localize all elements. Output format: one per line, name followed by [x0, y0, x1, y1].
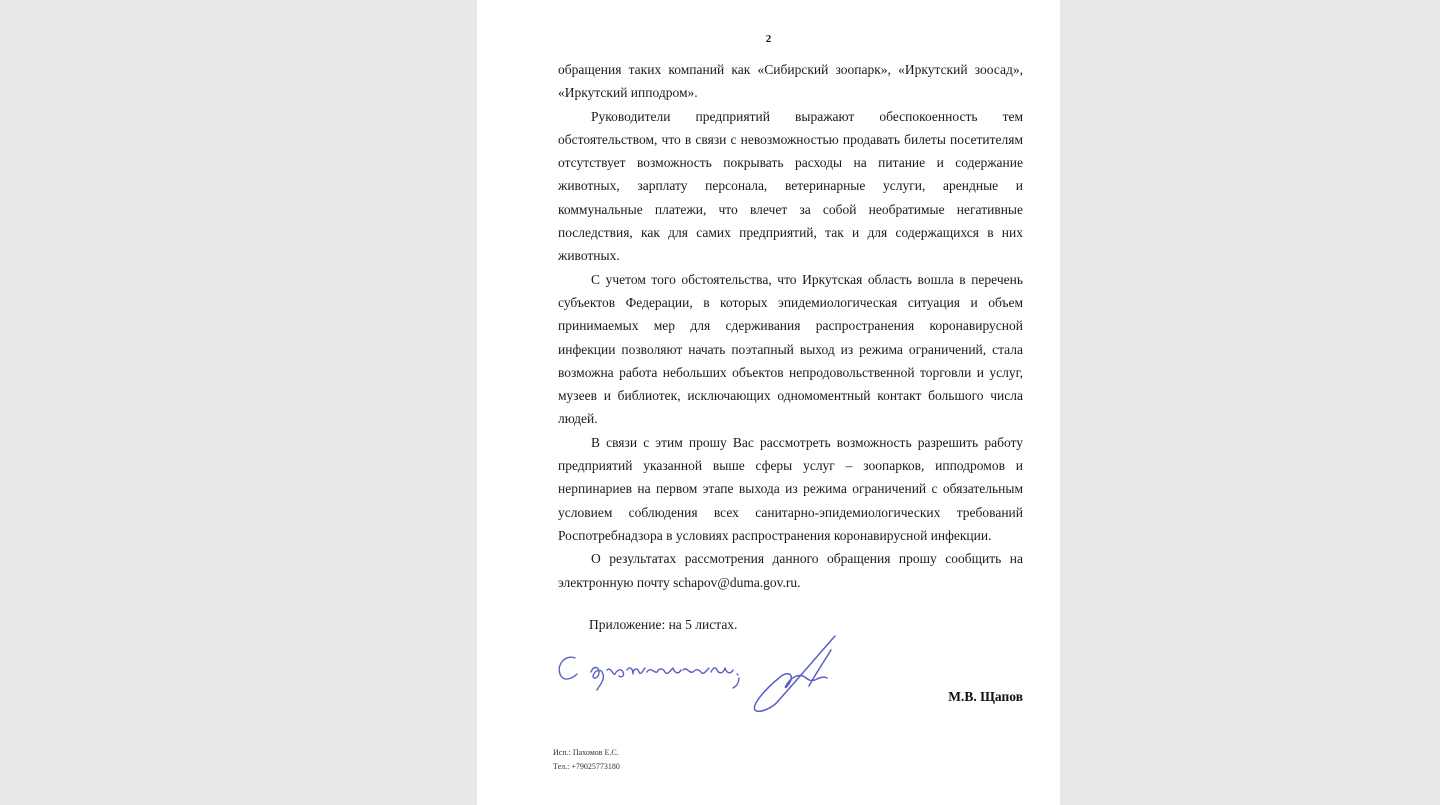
document-page: [477, 0, 1060, 805]
paragraph-circumstances: С учетом того обстоятельства, что Иркутская область вошла в перечень субъектов Федерации, в которых эпидемиологическая ситуация и объем принимаемых мер для сдерживания распространения коронавирусной инфекции позволяют начать поэтапный выход из режима ограничений, стала возможна работа небольших объектов непродовольственной торговли и услуг, музеев и библиотек, исключающих одномоментный контакт большого числа людей.: [558, 271, 1023, 427]
handwritten-signature: [547, 630, 847, 720]
signature-scribble: [754, 636, 835, 711]
attachment-note: Приложение: на 5 листах.: [589, 617, 738, 632]
paragraph-reply-email: О результатах рассмотрения данного обращения прошу сообщить на электронную почту schapov@duma.gov.ru.: [558, 551, 1023, 590]
greeting-handwriting: [559, 657, 739, 690]
executor-info: [553, 746, 620, 774]
executor-phone: Тел.: +79025773180: [553, 762, 620, 771]
signer-name: М.В. Щапов: [948, 689, 1023, 704]
letter-body: [558, 58, 1023, 594]
signature-drawing: [547, 630, 847, 720]
paragraph-continuation: обращения таких компаний как «Сибирский зоопарк», «Иркутский зоосад», «Иркутский ипподром».: [558, 62, 1023, 101]
paragraph-concern: Руководители предприятий выражают обеспокоенность тем обстоятельством, что в связи с невозможностью продавать билеты посетителям отсутствует возможность покрывать расходы на питание и содержание животных, зарплату персонала, ветеринарные услуги, арендные и коммунальные платежи, что влечет за собой необратимые негативные последствия, как для самих предприятий, так и для содержащихся в них животных.: [558, 108, 1023, 264]
executor-name: Исп.: Пахомов Е.С.: [553, 748, 619, 757]
page-number: 2: [765, 33, 772, 45]
paragraph-request: В связи с этим прошу Вас рассмотреть возможность разрешить работу предприятий указанной выше сферы услуг – зоопарков, ипподромов и нерпинариев на первом этапе выхода из режима ограничений с обязательным условием соблюдения всех санитарно-эпидемиологических требований Роспотребнадзора в условиях распространения коронавирусной инфекции.: [558, 434, 1023, 543]
